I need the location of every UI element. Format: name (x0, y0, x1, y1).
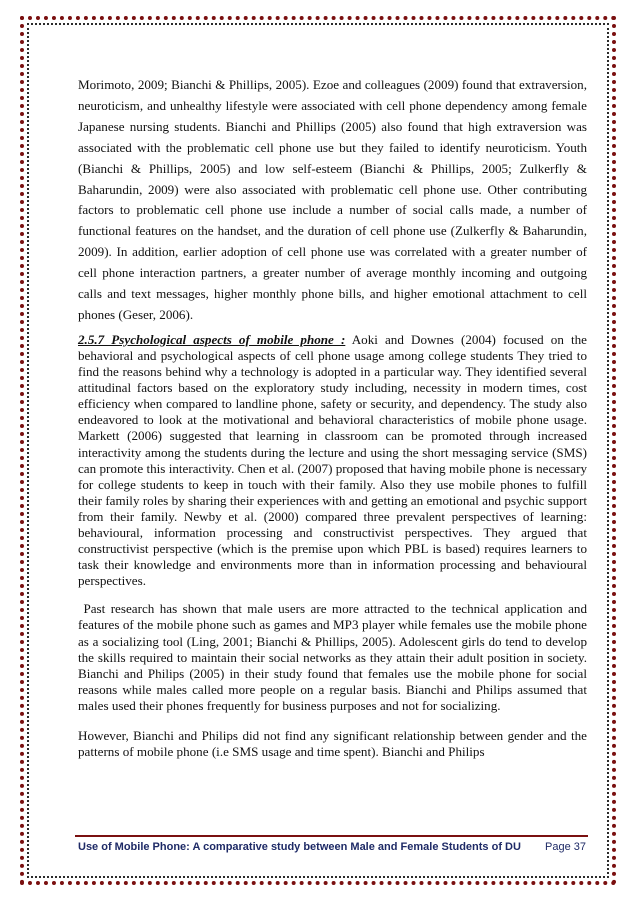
paragraph-1: Morimoto, 2009; Bianchi & Phillips, 2005). Ezoe and colleagues (2009) found that extraversion, neuroticism, and unhealthy lifestyle were associated with cell phone dependency among female Japanese nursing students. Bianchi and Phillips (2005) also found that high extraversion was associated with the problematic cell phone use but they failed to identify neuroticism. Youth (Bianchi & Phillips, 2005) and low self-esteem (Bianchi & Phillips, 2005; Zulkerfly & Baharundin, 2009) were also associated with problematic cell phone use. Other contributing factors to problematic cell phone use include a number of social calls made, a number of functional features on the handset, and the duration of cell phone use (Zulkerfly & Baharundin, 2009). In addition, earlier adoption of cell phone use was correlated with a greater number of cell phone interaction partners, a greater number of average monthly incoming and outgoing calls and text messages, higher monthly phone bills, and higher emotional attachment to cell phones (Geser, 2006). (78, 77, 587, 322)
paragraph-2-text: Aoki and Downes (2004) focused on the behavioral and psychological aspects of cell phone usage among college students They tried to find the reasons behind why a technology is adopted in a particular way. They identified several attitudinal factors based on the exploratory study including, necessity in modern times, cost efficiency when compared to landline phone, safety or security, and dependency. The study also endeavored to look at the motivational and behavioral characteristics of mobile phone usage. Markett (2006) suggested that learning in classroom can be promoted through increased interactivity among the students during the lecture and using the short messaging service (SMS) can promote this interactivity. Chen et al. (2007) proposed that having mobile phone is necessary for college students to keep in touch with their family. Also they use mobile phones to fulfill their family roles by sharing their experiences with and getting an emotional and psychic support from their family. Newby et al. (2000) compared three prevalent perspectives of learning: behavioural, information processing and constructivist perspectives. They argued that constructivist perspective (which is the premise upon which PBL is based) requires learners to task their knowledge and environments more than in information processing and behavioural perspectives. (78, 331, 587, 589)
section-heading: 2.5.7 Psychological aspects of mobile phone : (78, 331, 346, 347)
page-body (78, 75, 587, 760)
paragraph-2 (78, 332, 587, 590)
footer-title: Use of Mobile Phone: A comparative study between Male and Female Students of DU (78, 841, 521, 853)
footer-divider (75, 835, 588, 837)
paragraph-3 (78, 601, 587, 714)
paragraph-4: However, Bianchi and Philips did not find any significant relationship between gender and the patterns of mobile phone (i.e SMS usage and time spent). Bianchi and Philips (78, 728, 587, 760)
page-footer (78, 841, 586, 853)
page-number: Page 37 (545, 841, 586, 853)
paragraph-3-text: Past research has shown that male users are more attracted to the technical application and features of the mobile phone such as games and MP3 player while females use the mobile phone as a socializing tool (Ling, 2001; Bianchi & Phillips, 2005). Adolescent girls do tend to develop the skills required to maintain their social networks as they attain their adult position in society. Bianchi and Philips (2005) in their study found that females use the mobile phone for social reasons while males called more people on a regular basis. Bianchi and Philips assumed that males used their phones frequently for business purposes and not for socializing. (78, 601, 587, 713)
